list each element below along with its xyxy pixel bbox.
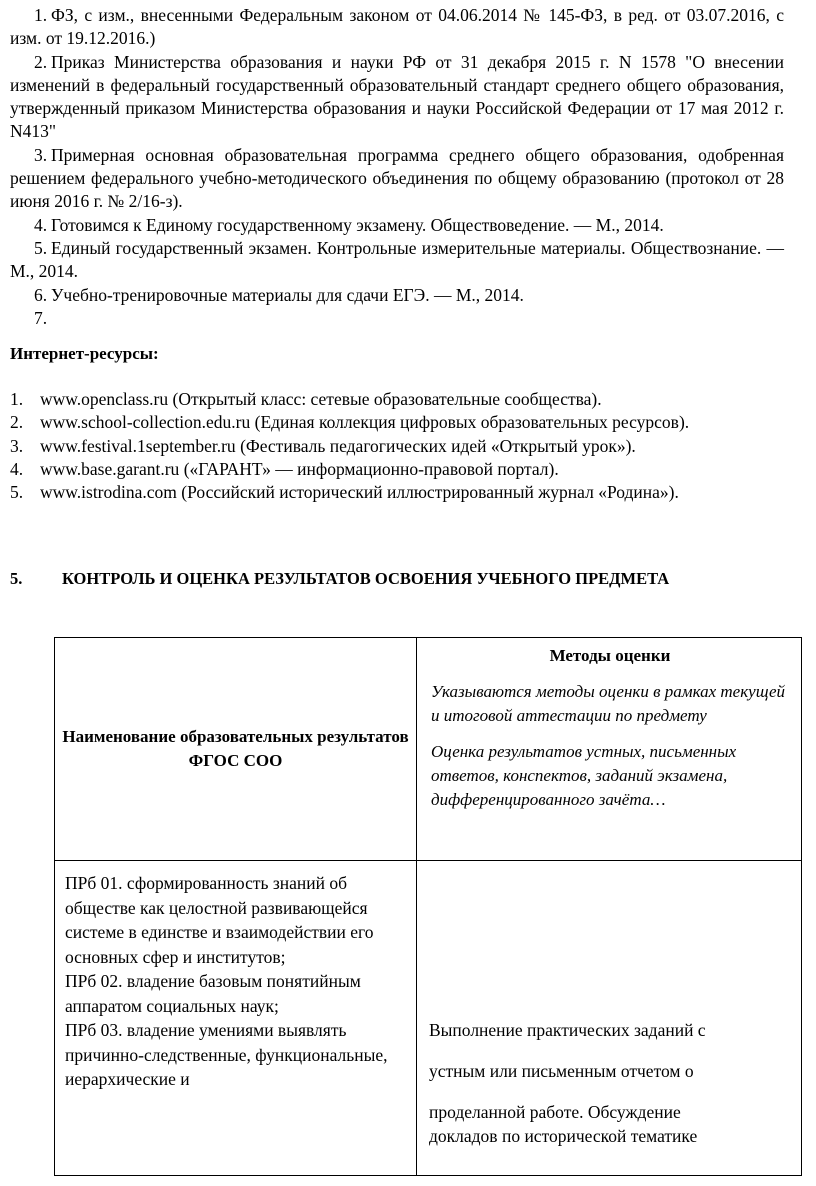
- resource-number: 5.: [10, 482, 24, 503]
- resource-link[interactable]: www.openclass.ru: [40, 389, 169, 409]
- reference-text: Готовимся к Единому государственному экзамену. Обществоведение. — М., 2014.: [51, 214, 664, 235]
- reference-text: Единый государственный экзамен. Контрольные измерительные материалы. Обществознание. — М., 2014.: [10, 237, 784, 282]
- methods-note: Оценка результатов устных, письменных ответов, конспектов, заданий экзамена, дифференцированного зачёта…: [431, 742, 737, 809]
- methods-column-header: [417, 638, 802, 861]
- reference-text: Учебно-тренировочные материалы для сдачи ЕГЭ. — М., 2014.: [51, 284, 524, 305]
- reference-number: 4.: [34, 214, 48, 235]
- internet-resources-heading: Интернет-ресурсы:: [10, 344, 159, 363]
- section-heading: [10, 569, 669, 589]
- result-item: ПРб 02. владение базовым понятийным аппаратом социальных наук;: [65, 971, 361, 1016]
- results-cell: [55, 861, 417, 1176]
- method-text-line: докладов по исторической тематике: [429, 1126, 698, 1146]
- resource-description: (Фестиваль педагогических идей «Открытый урок»).: [235, 435, 636, 456]
- internet-resources-list: [10, 388, 784, 504]
- resource-link[interactable]: www.istrodina.com: [40, 482, 177, 503]
- resource-number: 4.: [10, 458, 24, 479]
- method-text-line: устным или письменным отчетом о: [429, 1061, 694, 1081]
- reference-item: [10, 144, 784, 214]
- methods-column-title: Методы оценки: [549, 646, 671, 665]
- method-text-line: проделанной работе. Обсуждение: [429, 1102, 681, 1122]
- reference-item: [10, 237, 784, 284]
- reference-item: [10, 51, 784, 144]
- reference-number: 3.: [34, 144, 48, 165]
- reference-item: [10, 307, 784, 330]
- results-column-header: [55, 638, 417, 861]
- resource-description: (Единая коллекция цифровых образовательных ресурсов).: [250, 412, 690, 433]
- reference-text: Приказ Министерства образования и науки РФ от 31 декабря 2015 г. N 1578 "О внесении изменений в федеральный государственный образовательный стандарт среднего общего образования, утвержденный приказом Министерства образования и науки Российской Федерации от 17 мая 2012 г. N413": [10, 51, 784, 142]
- resource-item: [10, 481, 784, 504]
- assessment-table: [54, 637, 802, 1176]
- reference-number: 6.: [34, 284, 48, 305]
- resource-number: 2.: [10, 412, 24, 433]
- reference-item: [10, 284, 784, 307]
- resource-item: [10, 388, 784, 411]
- reference-number: 5.: [34, 237, 48, 258]
- methods-note: Указываются методы оценки в рамках текущей и итоговой аттестации по предмету: [431, 682, 786, 725]
- reference-text: Примерная основная образовательная программа среднего общего образования, одобренная решением федерального учебно-методического объединения по общему образованию (протокол от 28 июня 2016 г. № 2/16-з).: [10, 144, 784, 212]
- reference-number: 1.: [34, 5, 48, 25]
- section-title: КОНТРОЛЬ И ОЦЕНКА РЕЗУЛЬТАТОВ ОСВОЕНИЯ УЧЕБНОГО ПРЕДМЕТА: [62, 569, 670, 588]
- resource-description: (Российский исторический иллюстрированный журнал «Родина»).: [176, 482, 679, 503]
- methods-cell: [417, 861, 802, 1176]
- reference-item: [10, 4, 784, 51]
- results-column-header-text: Наименование образовательных результатов ФГОС СОО: [62, 727, 409, 770]
- resource-item: [10, 458, 784, 481]
- reference-number: 7.: [34, 307, 48, 328]
- reference-item: [10, 214, 784, 237]
- table-header-row: [55, 638, 802, 861]
- result-item: ПРб 01. сформированность знаний об обществе как целостной развивающейся системе в единстве и взаимодействии его основных сфер и институтов;: [65, 873, 374, 967]
- method-text-line: Выполнение практических заданий с: [429, 1020, 706, 1040]
- table-row: [55, 861, 802, 1176]
- reference-number: 2.: [34, 51, 48, 72]
- resource-link[interactable]: www.base.garant.ru: [40, 458, 180, 479]
- resource-description: («ГАРАНТ» — информационно-правовой портал).: [179, 458, 559, 479]
- resource-item: [10, 411, 784, 434]
- resource-number: 1.: [10, 389, 24, 409]
- resource-item: [10, 435, 784, 458]
- section-number: 5.: [10, 569, 23, 588]
- reference-text: ФЗ, с изм., внесенными Федеральным законом от 04.06.2014 № 145-ФЗ, в ред. от 03.07.2016, с изм. от 19.12.2016.): [10, 5, 784, 49]
- resource-description: (Открытый класс: сетевые образовательные сообщества).: [168, 389, 602, 409]
- reference-list: [10, 4, 784, 330]
- resource-link[interactable]: www.school-collection.edu.ru: [40, 412, 251, 433]
- result-item: ПРб 03. владение умениями выявлять причинно-следственные, функциональные, иерархические и: [65, 1020, 388, 1089]
- resource-link[interactable]: www.festival.1september.ru: [40, 435, 236, 456]
- resource-number: 3.: [10, 435, 24, 456]
